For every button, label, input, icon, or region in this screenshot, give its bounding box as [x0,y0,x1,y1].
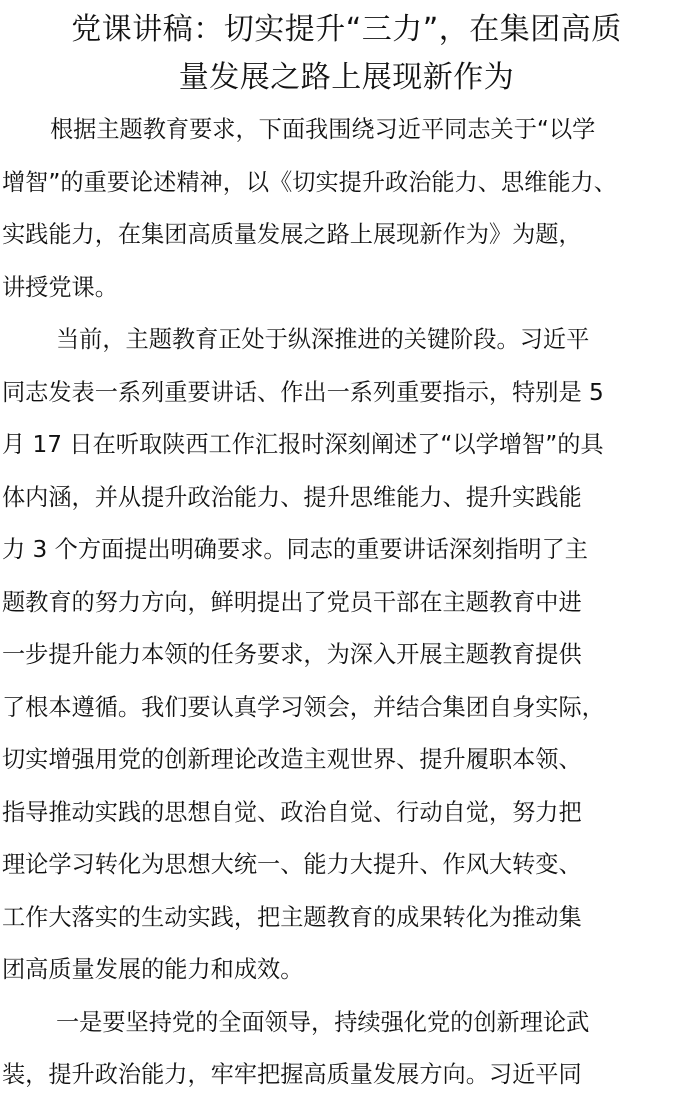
paragraph-line: 实践能力，在集团高质量发展之路上展现新作为》为题， [2,221,582,248]
paragraph-line: 指导推动实践的思想自觉、政治自觉、行动自觉，努力把 [2,798,582,826]
paragraph-line: 当前，主题教育正处于纵深推进的关键阶段。习近平 [56,326,590,353]
paragraph-line: 题教育的努力方向，鲜明提出了党员干部在主题教育中进 [2,588,582,616]
paragraph-line: 切实增强用党的创新理论改造主观世界、提升履职本领、 [2,746,582,773]
paragraph-line: 讲授党课。 [2,273,118,301]
paragraph-line: 团高质量发展的能力和成效。 [2,956,304,983]
paragraph-line: 同志发表一系列重要讲话、作出一系列重要指示，特别是 5 [2,378,604,406]
paragraph-line: 工作大落实的生动实践，把主题教育的成果转化为推动集 [2,903,582,931]
title-line-1: 党课讲稿：切实提升“三力”，在集团高质 [71,12,622,47]
paragraph-1 [2,104,693,314]
paragraph-2 [2,314,693,997]
paragraph-line: 月 17 日在听取陕西工作汇报时深刻阐述了“以学增智”的具 [2,431,604,458]
paragraph-line: 体内涵，并从提升政治能力、提升思维能力、提升实践能 [2,483,582,511]
paragraph-line: 一步提升能力本领的任务要求，为深入开展主题教育提供 [2,641,582,668]
document-body [0,104,693,1097]
paragraph-line: 装，提升政治能力，牢牢把握高质量发展方向。习近平同 [2,1061,582,1088]
paragraph-line: 根据主题教育要求，下面我围绕习近平同志关于“以学 [50,116,596,143]
paragraph-line: 增智”的重要论述精神，以《切实提升政治能力、思维能力、 [2,168,617,196]
paragraph-line: 理论学习转化为思想大统一、能力大提升、作风大转变、 [2,851,582,878]
title-line-2: 量发展之路上展现新作为 [178,60,515,95]
paragraph-3 [2,997,693,1097]
document-title [0,0,693,102]
paragraph-line: 了根本遵循。我们要认真学习领会，并结合集团自身实际， [2,693,605,721]
paragraph-line: 力 3 个方面提出明确要求。同志的重要讲话深刻指明了主 [2,536,588,563]
paragraph-line: 一是要坚持党的全面领导，持续强化党的创新理论武 [56,1008,590,1036]
